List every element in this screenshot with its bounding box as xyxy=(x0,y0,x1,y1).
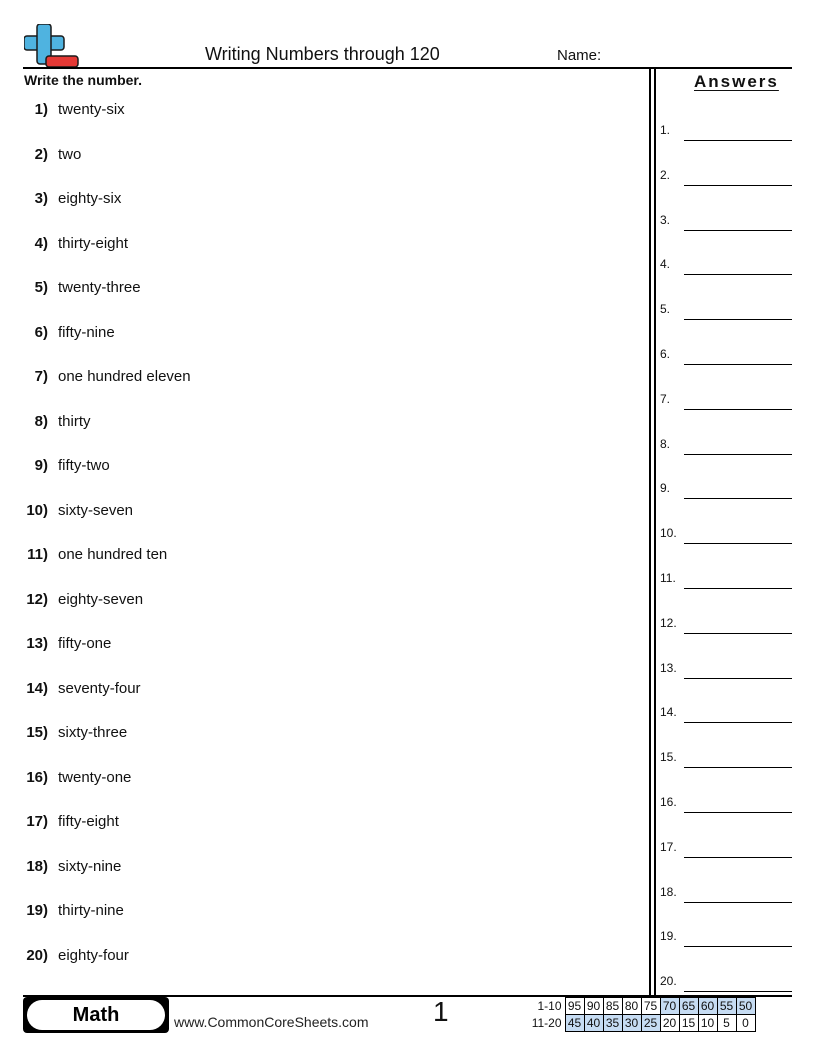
page-number: 1 xyxy=(433,996,449,1027)
question-number: 5) xyxy=(34,279,48,296)
question-text: sixty-nine xyxy=(58,857,122,875)
question-number: 15) xyxy=(26,724,48,741)
answer-number: 10. xyxy=(660,526,677,541)
question-item xyxy=(0,146,640,170)
answer-number: 5. xyxy=(660,302,671,317)
answer-blank[interactable] xyxy=(660,885,792,905)
question-number: 11) xyxy=(27,546,48,563)
question-number: 12) xyxy=(26,590,48,608)
question-text: thirty-eight xyxy=(58,234,129,252)
question-item xyxy=(0,724,640,748)
score-cell: 45 xyxy=(565,1015,584,1032)
answer-number: 6. xyxy=(660,347,671,361)
answer-blank[interactable] xyxy=(660,526,792,546)
answer-line[interactable] xyxy=(684,767,792,768)
answer-number: 1. xyxy=(660,123,671,137)
answer-number: 9. xyxy=(660,481,671,496)
answer-line[interactable] xyxy=(684,588,792,589)
score-cell: 80 xyxy=(622,998,641,1015)
answer-number: 13. xyxy=(660,660,677,675)
question-number: 1) xyxy=(34,101,48,118)
question-item xyxy=(0,324,640,348)
answer-blank[interactable] xyxy=(660,257,792,277)
website-label: www.CommonCoreSheets.com xyxy=(174,1014,369,1030)
question-item xyxy=(0,457,640,481)
score-cell: 20 xyxy=(660,1015,679,1032)
score-row xyxy=(531,998,755,1015)
question-number: 16) xyxy=(26,768,48,786)
answer-line[interactable] xyxy=(684,902,792,903)
answer-blank[interactable] xyxy=(660,750,792,770)
answer-blank[interactable] xyxy=(660,302,792,322)
answer-blank[interactable] xyxy=(660,795,792,815)
answer-blank[interactable] xyxy=(660,974,792,994)
question-item xyxy=(0,902,640,926)
answer-line[interactable] xyxy=(684,230,792,231)
question-item xyxy=(0,813,640,837)
question-number: 14) xyxy=(26,679,48,697)
question-number: 9) xyxy=(34,457,48,474)
question-number: 18) xyxy=(26,857,48,875)
question-item xyxy=(0,101,640,125)
answer-number: 14. xyxy=(660,705,677,720)
answer-number: 15. xyxy=(660,750,677,765)
question-item xyxy=(0,190,640,214)
score-cell: 60 xyxy=(698,998,717,1015)
answer-blank[interactable] xyxy=(660,571,792,591)
answer-blank[interactable] xyxy=(660,661,792,681)
question-number: 8) xyxy=(34,412,48,430)
subject-badge xyxy=(23,997,169,1033)
plus-minus-logo-icon xyxy=(24,24,80,68)
question-number: 20) xyxy=(26,946,48,964)
score-cell: 15 xyxy=(679,1015,698,1032)
answer-line[interactable] xyxy=(684,454,792,455)
score-cell: 50 xyxy=(736,998,755,1015)
answer-line[interactable] xyxy=(684,857,792,858)
answer-blank[interactable] xyxy=(660,347,792,367)
subject-label: Math xyxy=(27,1000,165,1030)
answer-blank[interactable] xyxy=(660,392,792,412)
score-cell: 25 xyxy=(641,1015,660,1032)
question-text: fifty-one xyxy=(58,635,112,652)
answer-number: 12. xyxy=(660,615,677,630)
question-item xyxy=(0,769,640,793)
score-row xyxy=(531,1015,755,1032)
answer-line[interactable] xyxy=(684,991,792,992)
answer-blank[interactable] xyxy=(660,929,792,949)
answer-number: 11. xyxy=(660,571,676,585)
answer-line[interactable] xyxy=(684,543,792,544)
score-cell: 5 xyxy=(717,1015,736,1032)
answer-number: 17. xyxy=(660,839,677,854)
question-text: two xyxy=(58,145,82,163)
worksheet-title: Writing Numbers through 120 xyxy=(205,44,440,64)
score-cell: 30 xyxy=(622,1015,641,1032)
question-item xyxy=(0,635,640,659)
answer-blank[interactable] xyxy=(660,705,792,725)
score-cell: 40 xyxy=(584,1015,603,1032)
answer-line[interactable] xyxy=(684,409,792,410)
answer-number: 7. xyxy=(660,391,671,406)
score-cell: 0 xyxy=(736,1015,755,1032)
answer-number: 2. xyxy=(660,167,671,182)
question-text: sixty-three xyxy=(58,724,128,741)
question-text: fifty-eight xyxy=(58,813,119,830)
answer-blank[interactable] xyxy=(660,616,792,636)
question-item xyxy=(0,546,640,570)
question-text: thirty xyxy=(58,412,91,430)
question-number: 7) xyxy=(34,368,48,385)
answer-number: 18. xyxy=(660,884,677,899)
answer-line[interactable] xyxy=(684,185,792,186)
answer-blank[interactable] xyxy=(660,840,792,860)
score-cell: 85 xyxy=(603,998,622,1015)
answer-line[interactable] xyxy=(684,678,792,679)
question-text: one hundred eleven xyxy=(58,368,191,385)
answer-line[interactable] xyxy=(684,722,792,723)
answer-number: 16. xyxy=(660,795,677,809)
question-number: 6) xyxy=(34,323,48,341)
answer-line[interactable] xyxy=(684,812,792,813)
question-item xyxy=(0,680,640,704)
score-range-label: 11-20 xyxy=(531,1016,562,1030)
question-text: twenty-six xyxy=(58,101,125,118)
question-item xyxy=(0,235,640,259)
answer-line[interactable] xyxy=(684,946,792,947)
answers-title: Answers xyxy=(694,72,779,91)
header-rule xyxy=(23,67,792,69)
answer-number: 8. xyxy=(660,436,671,451)
answer-number: 19. xyxy=(660,929,677,944)
score-table xyxy=(531,997,756,1032)
score-cell: 95 xyxy=(565,998,584,1015)
answer-line[interactable] xyxy=(684,498,792,499)
answer-line[interactable] xyxy=(684,140,792,141)
score-cell: 70 xyxy=(660,998,679,1015)
question-number: 19) xyxy=(26,902,48,919)
answer-blank[interactable] xyxy=(660,481,792,501)
answer-number: 20. xyxy=(660,974,677,989)
column-divider xyxy=(649,68,651,995)
question-text: fifty-two xyxy=(58,457,110,474)
column-divider xyxy=(654,68,656,995)
question-text: sixty-seven xyxy=(58,501,134,519)
question-item xyxy=(0,947,640,971)
answer-blank[interactable] xyxy=(660,168,792,188)
answer-number: 4. xyxy=(660,257,671,272)
question-item xyxy=(0,591,640,615)
score-cell: 75 xyxy=(641,998,660,1015)
score-cell: 65 xyxy=(679,998,698,1015)
question-text: one hundred ten xyxy=(58,546,168,563)
score-cell: 55 xyxy=(717,998,736,1015)
answer-line[interactable] xyxy=(684,633,792,634)
score-cell: 10 xyxy=(698,1015,717,1032)
score-cell: 90 xyxy=(584,998,603,1015)
score-range-label: 1-10 xyxy=(537,999,562,1013)
question-number: 13) xyxy=(26,635,48,652)
answer-line[interactable] xyxy=(684,274,792,275)
question-text: eighty-seven xyxy=(58,590,144,608)
question-item xyxy=(0,413,640,437)
question-item xyxy=(0,279,640,303)
question-number: 3) xyxy=(34,190,48,207)
question-text: twenty-three xyxy=(58,279,141,296)
name-label: Name: xyxy=(557,47,602,64)
answer-blank[interactable] xyxy=(660,213,792,233)
question-number: 2) xyxy=(34,145,48,163)
score-cell: 35 xyxy=(603,1015,622,1032)
answer-blank[interactable] xyxy=(660,437,792,457)
question-text: twenty-one xyxy=(58,768,132,786)
question-text: fifty-nine xyxy=(58,323,115,341)
question-number: 4) xyxy=(34,234,48,252)
question-text: seventy-four xyxy=(58,679,141,697)
question-number: 10) xyxy=(26,501,48,519)
answer-blank[interactable] xyxy=(660,123,792,143)
question-number: 17) xyxy=(26,813,48,830)
answer-number: 3. xyxy=(660,212,671,227)
question-text: eighty-six xyxy=(58,190,122,207)
instructions: Write the number. xyxy=(24,72,142,88)
answer-line[interactable] xyxy=(684,319,792,320)
question-item xyxy=(0,368,640,392)
question-item xyxy=(0,502,640,526)
question-text: thirty-nine xyxy=(58,902,124,919)
question-item xyxy=(0,858,640,882)
answer-line[interactable] xyxy=(684,364,792,365)
question-text: eighty-four xyxy=(58,946,129,964)
